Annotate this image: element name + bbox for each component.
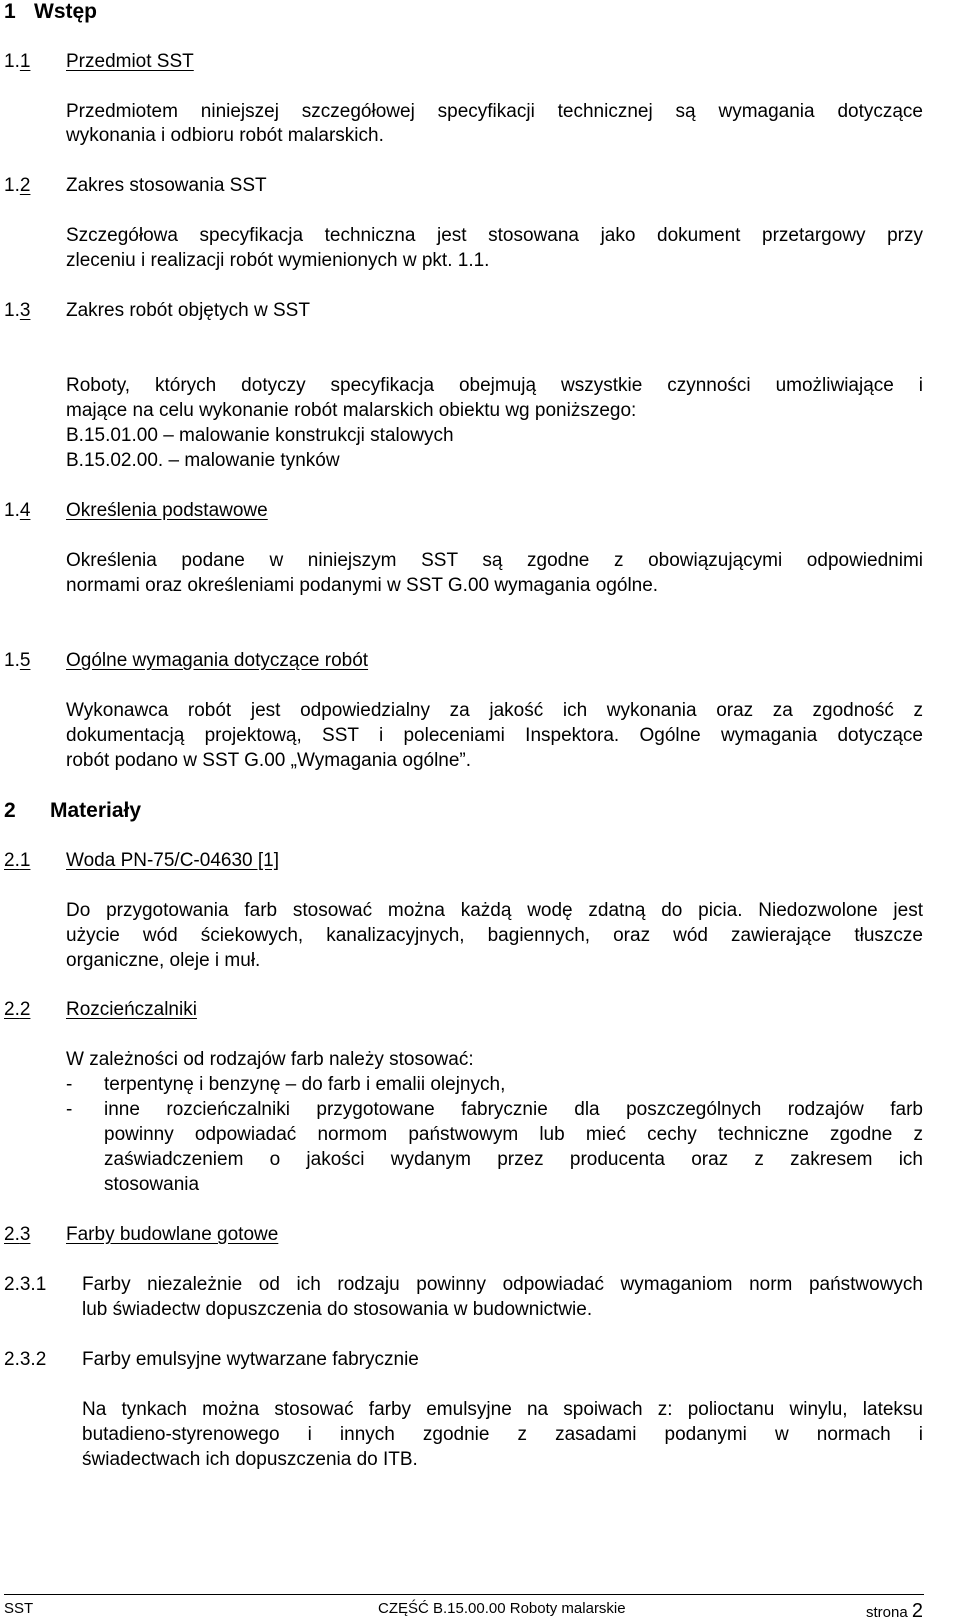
page-number: strona 2: [866, 1600, 923, 1622]
subsection-title: Ogólne wymagania dotyczące robót: [66, 650, 369, 671]
paragraph-line: Farby niezależnie od ich rodzaju powinny odpowiadać wymaganiom norm państwowych: [82, 1274, 923, 1295]
list-item: terpentynę i benzynę – do farb i emalii olejnych,: [104, 1074, 506, 1095]
subsection-number: 2.3: [4, 1224, 31, 1245]
paragraph-line: świadectwach ich dopuszczenia do ITB.: [82, 1449, 418, 1470]
paragraph-line: dokumentacją projektową, SST i poleceniami Inspektora. Ogólne wymagania dotyczące: [66, 725, 923, 746]
subsection-title: Farby budowlane gotowe: [66, 1224, 279, 1245]
paragraph-line: butadieno-styrenowego i innych zgodnie z zasadami podanymi w normach i: [82, 1424, 923, 1445]
list-bullet: -: [66, 1099, 73, 1120]
paragraph-line: Na tynkach można stosować farby emulsyjne na spoiwach z: polioctanu winylu, lateksu: [82, 1399, 923, 1420]
paragraph-line: zleceniu i realizacji robót wymienionych w pkt. 1.1.: [66, 250, 490, 271]
subsubsection-number: 2.3.1: [4, 1274, 47, 1295]
subsection-number: 1.1: [4, 51, 31, 72]
list-item-line: powinny odpowiadać normom państwowym lub mieć cechy techniczne zgodne z: [104, 1124, 923, 1145]
paragraph-line: B.15.02.00. – malowanie tynków: [66, 450, 340, 471]
paragraph-line: lub świadectw dopuszczenia do stosowania w budownictwie.: [82, 1299, 593, 1320]
subsection-title: Rozcieńczalniki: [66, 999, 197, 1020]
section-number: 1: [4, 0, 16, 23]
section-title: Materiały: [50, 799, 142, 822]
subsection-number: 1.2: [4, 175, 31, 196]
subsection-number: 1.5: [4, 650, 31, 671]
section-number: 2: [4, 799, 16, 822]
paragraph-line: Określenia podane w niniejszym SST są zgodne z obowiązującymi odpowiednimi: [66, 550, 923, 571]
subsection-title: Zakres robót objętych w SST: [66, 300, 310, 321]
subsection-number: 2.2: [4, 999, 31, 1020]
subsection-title: Zakres stosowania SST: [66, 175, 267, 196]
paragraph-line: Przedmiotem niniejszej szczegółowej specyfikacji technicznej są wymagania dotyczące: [66, 101, 923, 122]
paragraph-line: Roboty, których dotyczy specyfikacja obejmują wszystkie czynności umożliwiające i: [66, 375, 923, 396]
paragraph-line: robót podano w SST G.00 „Wymagania ogólne”.: [66, 750, 472, 771]
footer-center: CZĘŚĆ B.15.00.00 Roboty malarskie: [378, 1600, 626, 1617]
subsubsection-number: 2.3.2: [4, 1349, 47, 1370]
paragraph-line: Do przygotowania farb stosować można każdą wodę zdatną do picia. Niedozwolone jest: [66, 900, 923, 921]
subsection-title: Woda PN-75/C-04630 [1]: [66, 850, 279, 871]
footer-left: SST: [4, 1600, 34, 1617]
paragraph-line: B.15.01.00 – malowanie konstrukcji stalowych: [66, 425, 454, 446]
paragraph-line: Szczegółowa specyfikacja techniczna jest stosowana jako dokument przetargowy przy: [66, 225, 923, 246]
subsection-title: Określenia podstawowe: [66, 500, 268, 521]
subsection-number: 1.4: [4, 500, 31, 521]
subsubsection-title: Farby emulsyjne wytwarzane fabrycznie: [82, 1349, 419, 1370]
paragraph-line: wykonania i odbioru robót malarskich.: [66, 125, 384, 146]
list-bullet: -: [66, 1074, 73, 1095]
list-item-line: inne rozcieńczalniki przygotowane fabrycznie dla poszczególnych rodzajów farb: [104, 1099, 923, 1120]
list-item-line: zaświadczeniem o jakości wydanym przez producenta oraz z zakresem ich: [104, 1149, 923, 1170]
list-item-line: stosowania: [104, 1174, 200, 1195]
subsection-number: 1.3: [4, 300, 31, 321]
section-title: Wstęp: [34, 0, 97, 23]
paragraph-line: organiczne, oleje i muł.: [66, 950, 261, 971]
paragraph-line: użycie wód ściekowych, kanalizacyjnych, bagiennych, oraz wód zawierające tłuszcze: [66, 925, 923, 946]
subsection-title: Przedmiot SST: [66, 51, 194, 72]
paragraph-line: normami oraz określeniami podanymi w SST G.00 wymagania ogólne.: [66, 575, 659, 596]
subsection-number: 2.1: [4, 850, 31, 871]
paragraph-line: Wykonawca robót jest odpowiedzialny za jakość ich wykonania oraz za zgodność z: [66, 700, 923, 721]
footer-rule: [4, 1594, 924, 1595]
paragraph-line: mające na celu wykonanie robót malarskich obiektu wg poniższego:: [66, 400, 637, 421]
paragraph-line: W zależności od rodzajów farb należy stosować:: [66, 1049, 474, 1070]
